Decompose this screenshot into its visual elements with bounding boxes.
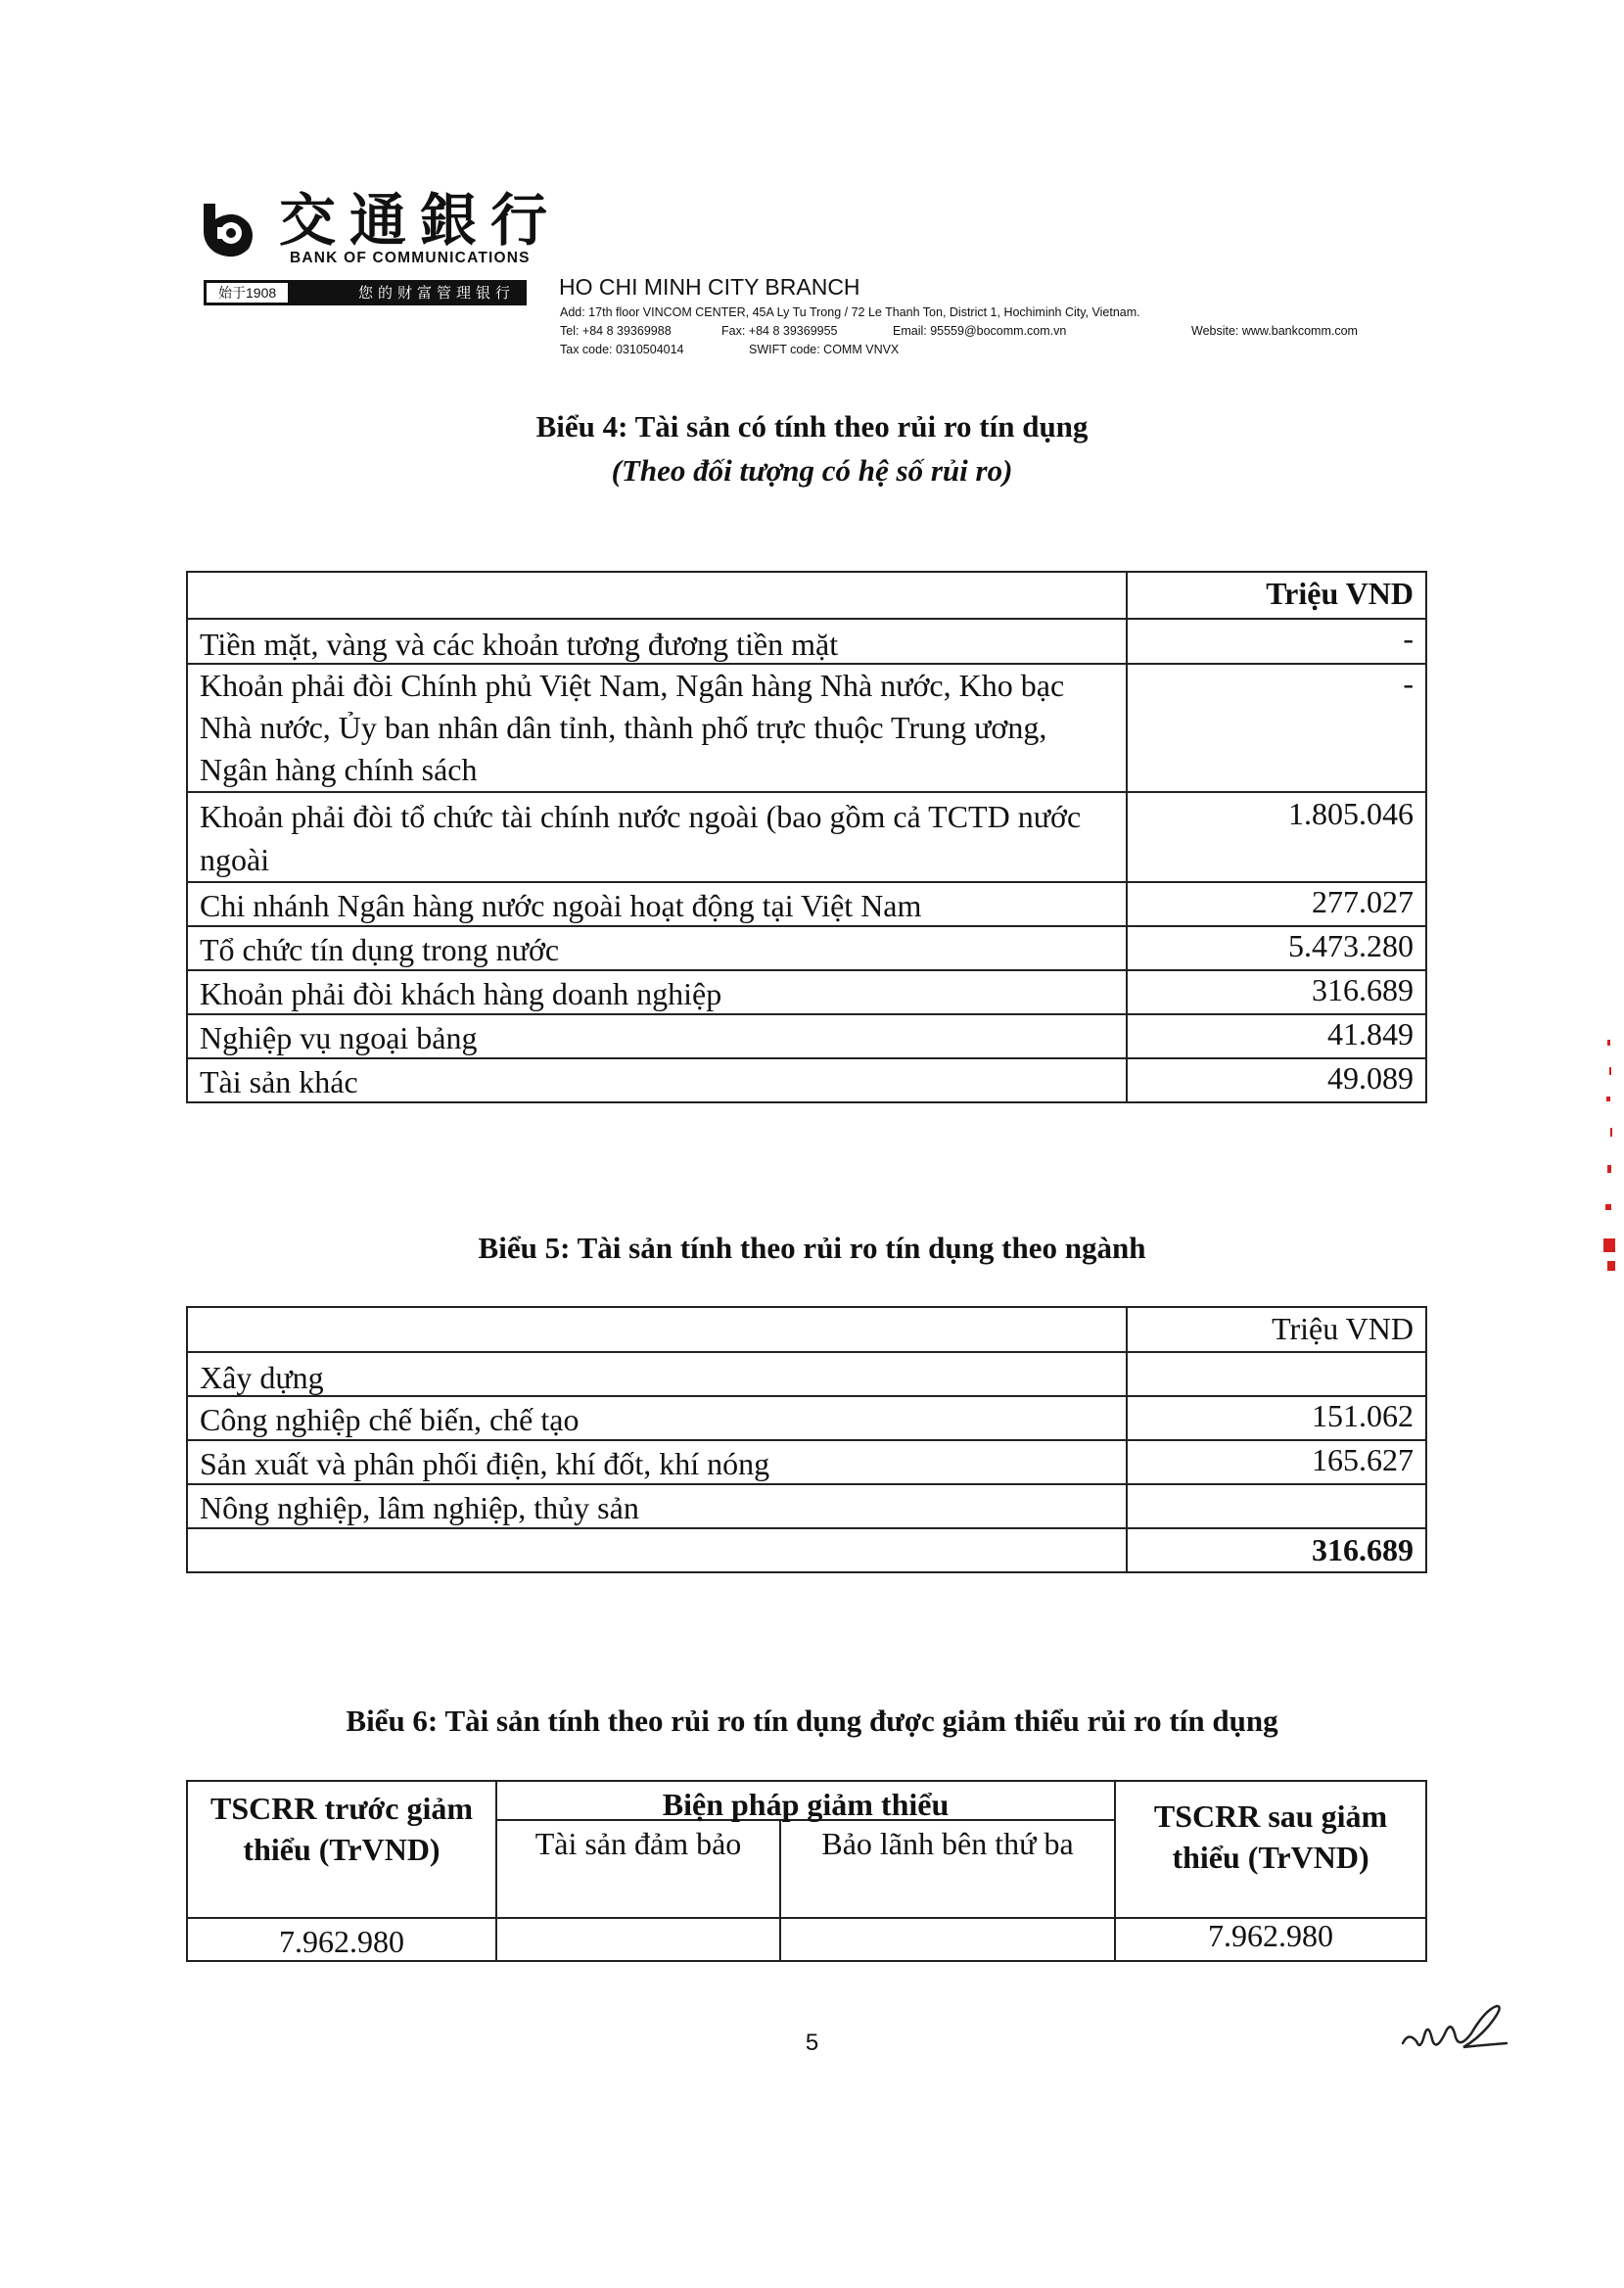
table4-row-value: 41.849 <box>1127 1014 1426 1058</box>
table5-row-label: Công nghiệp chế biến, chế tạo <box>187 1396 1127 1440</box>
bank-slogan: 您的财富管理银行 <box>357 284 515 302</box>
bank-name-english: BANK OF COMMUNICATIONS <box>290 250 531 266</box>
table5-total-value: 316.689 <box>1127 1528 1426 1572</box>
fax: Fax: +84 8 39369955 <box>721 324 838 338</box>
table6-value-after: 7.962.980 <box>1115 1918 1426 1961</box>
logo-slogan-bar <box>204 280 527 305</box>
website: Website: www.bankcomm.com <box>1191 324 1358 338</box>
table4-unit-header: Triệu VND <box>1127 572 1426 619</box>
table4-row-value: 316.689 <box>1127 970 1426 1014</box>
table4-row-label: Tài sản khác <box>187 1058 1127 1102</box>
table4-row-value: 5.473.280 <box>1127 926 1426 970</box>
branch-name: HO CHI MINH CITY BRANCH <box>559 274 860 300</box>
table6-header-after: TSCRR sau giảm thiểu (TrVND) <box>1115 1781 1426 1918</box>
table5-row-label: Xây dựng <box>187 1352 1127 1396</box>
tax-code: Tax code: 0310504014 <box>560 343 684 356</box>
table4-row-label: Khoản phải đòi khách hàng doanh nghiệp <box>187 970 1127 1014</box>
bank-logo-icon <box>196 196 258 262</box>
table5-title: Biểu 5: Tài sản tính theo rủi ro tín dụng theo ngành <box>478 1231 1146 1265</box>
table6-value-collateral <box>496 1918 780 1961</box>
founding-year: 始于1908 <box>207 283 288 303</box>
table6-title: Biểu 6: Tài sản tính theo rủi ro tín dụng được giảm thiểu rủi ro tín dụng <box>346 1704 1278 1738</box>
branch-address: Add: 17th floor VINCOM CENTER, 45A Ly Tu Trong / 72 Le Thanh Ton, District 1, Hochiminh City, Vietnam. <box>560 305 1140 319</box>
table4-row-value: - <box>1127 619 1426 664</box>
table5-row-value <box>1127 1484 1426 1528</box>
table4-row-label: Chi nhánh Ngân hàng nước ngoài hoạt động tại Việt Nam <box>187 882 1127 926</box>
table4-row-label: Khoản phải đòi tổ chức tài chính nước ngoài (bao gồm cả TCTD nước ngoài <box>187 792 1127 882</box>
table5-row-label: Nông nghiệp, lâm nghiệp, thủy sản <box>187 1484 1127 1528</box>
table5-row-value: 151.062 <box>1127 1396 1426 1440</box>
table4-row-value: 1.805.046 <box>1127 792 1426 882</box>
edge-stamp-mark-icon <box>1601 1038 1619 1283</box>
table4-row-label: Tiền mặt, vàng và các khoản tương đương tiền mặt <box>187 619 1127 664</box>
table4-row-value: 49.089 <box>1127 1058 1426 1102</box>
table5-row-value <box>1127 1352 1426 1396</box>
email: Email: 95559@bocomm.com.vn <box>893 324 1067 338</box>
table6-header-before: TSCRR trước giảm thiểu (TrVND) <box>187 1781 496 1918</box>
bank-name-chinese: 交通銀行 <box>279 187 562 254</box>
table4-title: Biểu 4: Tài sản có tính theo rủi ro tín dụng <box>535 409 1089 444</box>
table5-unit-header: Triệu VND <box>1127 1307 1426 1352</box>
table5-row-label: Sản xuất và phân phối điện, khí đốt, khí nóng <box>187 1440 1127 1484</box>
page-number: 5 <box>805 2030 819 2056</box>
table6-header-guarantee: Bảo lãnh bên thứ ba <box>780 1820 1115 1918</box>
table5-header-blank <box>187 1307 1127 1352</box>
tax-line <box>560 343 899 356</box>
swift-code: SWIFT code: COMM VNVX <box>749 343 900 356</box>
table6-header-collateral: Tài sản đảm bảo <box>496 1820 780 1918</box>
table5-total-blank <box>187 1528 1127 1572</box>
signature-icon <box>1395 1992 1512 2061</box>
table4-subtitle: (Theo đối tượng có hệ số rủi ro) <box>611 453 1013 488</box>
table4-row-label: Khoản phải đòi Chính phủ Việt Nam, Ngân hàng Nhà nước, Kho bạc Nhà nước, Ủy ban nhân dân tỉnh, thành phố trực thuộc Trung ương, Ngân hàng chính sách <box>187 664 1127 792</box>
table4-row-value: 277.027 <box>1127 882 1426 926</box>
table4 <box>186 571 1427 1103</box>
table5-row-value: 165.627 <box>1127 1440 1426 1484</box>
table4-row-label: Nghiệp vụ ngoại bảng <box>187 1014 1127 1058</box>
table4-header-blank <box>187 572 1127 619</box>
table4-row-value: - <box>1127 664 1426 792</box>
contact-line <box>560 324 1358 338</box>
table6 <box>186 1780 1427 1962</box>
table6-value-before: 7.962.980 <box>187 1918 496 1961</box>
table5 <box>186 1306 1427 1573</box>
table6-header-mitigation: Biện pháp giảm thiểu <box>496 1781 1115 1820</box>
tel: Tel: +84 8 39369988 <box>560 324 672 338</box>
table4-row-label: Tổ chức tín dụng trong nước <box>187 926 1127 970</box>
table6-value-guarantee <box>780 1918 1115 1961</box>
